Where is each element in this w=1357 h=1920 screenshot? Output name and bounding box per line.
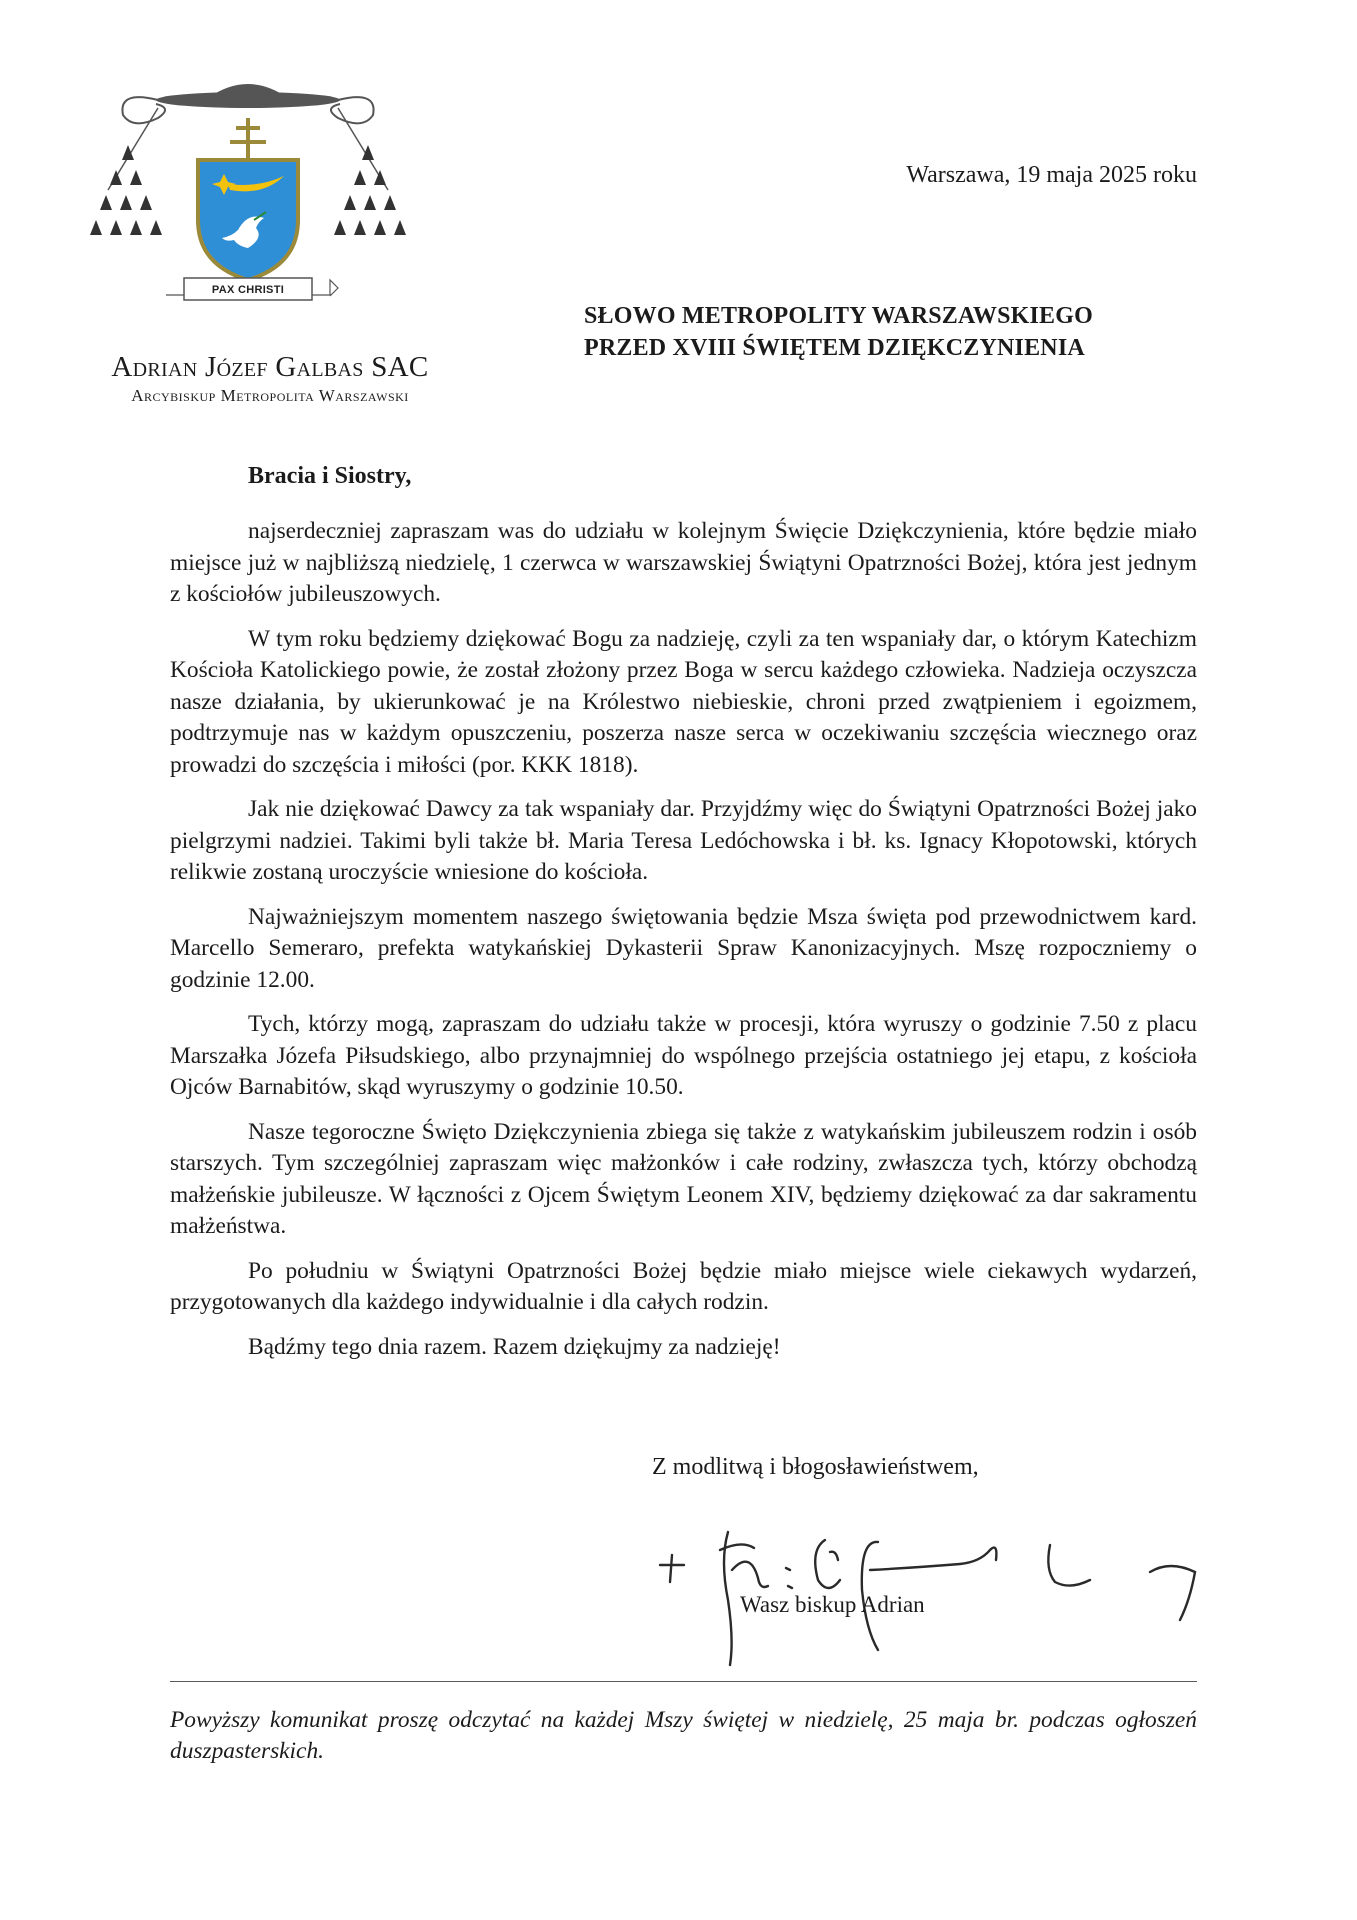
paragraph: Nasze tegoroczne Święto Dziękczynienia zbiega się także z watykańskim jubileuszem rodzin i osób starszych. Tym szczególniej zapraszam więc małżonków i całe rodziny, zwłaszcza tych, którzy obchodzą małżeńskie jubileusze. W łączności z Ojcem Świętym Leonem XIV, będziemy dziękować za dar sakramentu małżeństwa. <box>170 1118 1197 1239</box>
paragraph: najserdeczniej zapraszam was do udziału w kolejnym Święcie Dziękczynienia, które będzie miało miejsce już w najbliższą niedzielę, 1 czerwca w warszawskiej Świątyni Opatrzności Bożej, która jest jednym z kościołów jubileuszowych. <box>170 518 1197 607</box>
paragraph: Najważniejszym momentem naszego świętowania będzie Msza święta pod przewodnictwem kard. Marcello Semeraro, prefekta watykańskiej Dykasterii Spraw Kanonizacyjnych. Mszę rozpoczniemy o godzinie 12.00. <box>170 903 1197 993</box>
coat-of-arms-icon <box>88 70 408 330</box>
announcement-notice: Powyższy komunikat proszę odczytać na każdej Mszy świętej w niedzielę, 25 maja br. podczas ogłoszeń duszpasterskich. <box>170 1707 1197 1764</box>
author-title: Arcybiskup Metropolita Warszawski <box>131 386 409 405</box>
greeting: Bracia i Siostry, <box>248 463 412 489</box>
letter-body <box>170 516 1197 1376</box>
signature-icon <box>650 1490 1210 1690</box>
heading-line-2: PRZED XVIII ŚWIĘTEM DZIĘKCZYNIENIA <box>584 335 1085 361</box>
heading-line-1: SŁOWO METROPOLITY WARSZAWSKIEGO <box>584 303 1093 329</box>
letter-heading <box>584 300 1264 364</box>
divider <box>170 1681 1197 1682</box>
paragraph: Po południu w Świątyni Opatrzności Bożej będzie miało miejsce wiele ciekawych wydarzeń, przygotowanych dla każdego indywidualnie i dla całych rodzin. <box>170 1257 1197 1315</box>
paragraph: Jak nie dziękować Dawcy za tak wspaniały dar. Przyjdźmy więc do Świątyni Opatrzności Bożej jako pielgrzymi nadziei. Takimi byli także bł. Maria Teresa Ledóchowska i bł. ks. Ignacy Kłopotowski, których relikwie zostaną uroczyście wniesione do kościoła. <box>170 796 1197 885</box>
paragraph: W tym roku będziemy dziękować Bogu za nadzieję, czyli za ten wspaniały dar, o którym Katechizm Kościoła Katolickiego powie, że został złożony przez Boga w sercu każdego człowieka. Nadzieja oczyszcza nasze działania, by ukierunkować je na Królestwo niebieskie, chroni przed zwątpieniem i egoizmem, podtrzymuje nas w każdym opuszczeniu, poszerza nasze serca w oczekiwaniu szczęścia wiecznego oraz prowadzi do szczęścia i miłości (por. KKK 1818). <box>170 625 1197 778</box>
closing-line: Z modlitwą i błogosławieństwem, <box>652 1454 979 1480</box>
paragraph: Bądźmy tego dnia razem. Razem dziękujmy za nadzieję! <box>248 1333 781 1360</box>
paragraph: Tych, którzy mogą, zapraszam do udziału także w procesji, która wyruszy o godzinie 7.50 z placu Marszałka Józefa Piłsudskiego, albo przynajmniej do wspólnego przejścia ostatniego jej etapu, z kościoła Ojców Barnabitów, skąd wyruszymy o godzinie 10.50. <box>170 1011 1197 1100</box>
signature-line: Wasz biskup Adrian <box>740 1592 925 1617</box>
place-date: Warszawa, 19 maja 2025 roku <box>906 162 1197 188</box>
motto-text: PAX CHRISTI <box>211 284 285 296</box>
author-name: Adrian Józef Galbas SAC <box>111 351 429 383</box>
